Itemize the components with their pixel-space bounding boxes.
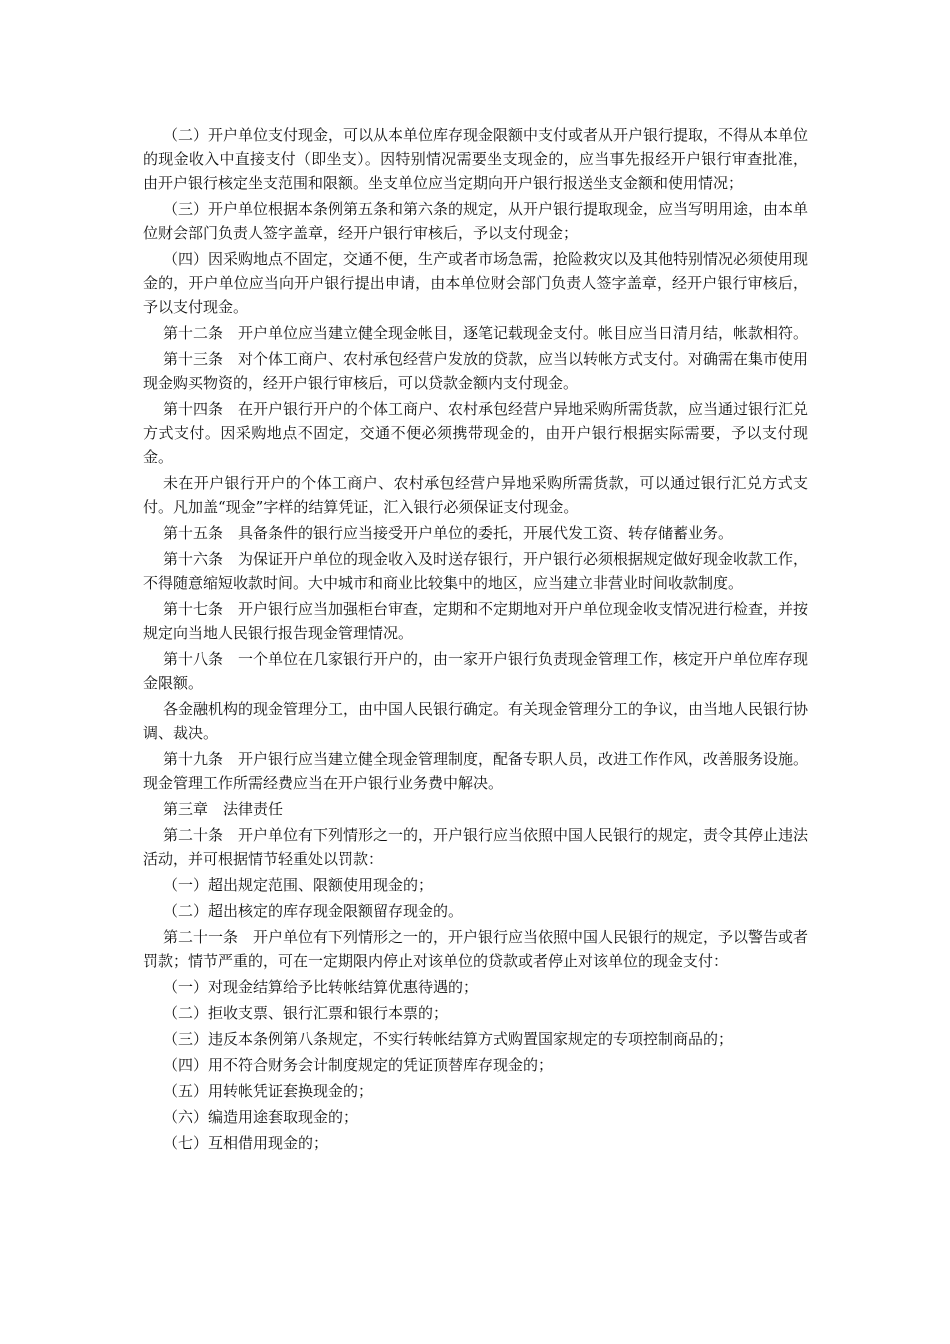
list-item: （六）编造用途套取现金的； bbox=[163, 1108, 359, 1126]
article-15: 第十五条 具备条件的银行应当接受开户单位的委托，开展代发工资、转存储蓄业务。 bbox=[163, 524, 734, 542]
article-16: 第十六条 为保证开户单位的现金收入及时送存银行，开户银行必须根据规定做好现金收款工作，不得随意缩短收款时间。大中城市和商业比较集中的地区，应当建立非营业时间收款制度。 bbox=[143, 550, 809, 592]
list-item: （三）违反本条例第八条规定，不实行转帐结算方式购置国家规定的专项控制商品的； bbox=[163, 1030, 734, 1048]
list-item: （五）用转帐凭证套换现金的； bbox=[163, 1082, 374, 1100]
article-13: 第十三条 对个体工商户、农村承包经营户发放的贷款，应当以转帐方式支付。对确需在集市使用现金购买物资的，经开户银行审核后，可以贷款金额内支付现金。 bbox=[143, 350, 809, 392]
article-14: 第十四条 在开户银行开户的个体工商户、农村承包经营户异地采购所需货款，应当通过银行汇兑方式支付。因采购地点不固定，交通不便必须携带现金的，由开户银行根据实际需要，予以支付现金。 bbox=[143, 400, 809, 466]
document-body bbox=[143, 123, 808, 1157]
article-21: 第二十一条 开户单位有下列情形之一的，开户银行应当依照中国人民银行的规定，予以警告或者罚款；情节严重的，可在一定期限内停止对该单位的贷款或者停止对该单位的现金支付： bbox=[143, 928, 809, 970]
paragraph: （三）开户单位根据本条例第五条和第六条的规定，从开户银行提取现金，应当写明用途，由本单位财会部门负责人签字盖章，经开户银行审核后，予以支付现金； bbox=[143, 200, 809, 242]
article-12: 第十二条 开户单位应当建立健全现金帐目，逐笔记载现金支付。帐目应当日清月结，帐款相符。 bbox=[163, 324, 809, 342]
article-18: 第十八条 一个单位在几家银行开户的，由一家开户银行负责现金管理工作，核定开户单位库存现金限额。 bbox=[143, 650, 809, 692]
article-19: 第十九条 开户银行应当建立健全现金管理制度，配备专职人员，改进工作作风，改善服务设施。现金管理工作所需经费应当在开户银行业务费中解决。 bbox=[143, 750, 809, 792]
list-item: （四）用不符合财务会计制度规定的凭证顶替库存现金的； bbox=[163, 1056, 554, 1074]
chapter-heading: 第三章 法律责任 bbox=[163, 800, 284, 818]
list-item: （一）对现金结算给予比转帐结算优惠待遇的； bbox=[163, 978, 479, 996]
article-20: 第二十条 开户单位有下列情形之一的，开户银行应当依照中国人民银行的规定，责令其停止违法活动，并可根据情节轻重处以罚款： bbox=[143, 826, 809, 868]
list-item: （二）超出核定的库存现金限额留存现金的。 bbox=[163, 902, 464, 920]
paragraph: 未在开户银行开户的个体工商户、农村承包经营户异地采购所需货款，可以通过银行汇兑方式支付。凡加盖“现金”字样的结算凭证，汇入银行必须保证支付现金。 bbox=[143, 474, 808, 516]
paragraph: （四）因采购地点不固定，交通不便，生产或者市场急需，抢险救灾以及其他特别情况必须使用现金的，开户单位应当向开户银行提出申请，由本单位财会部门负责人签字盖章，经开户银行审核后，予以支付现金。 bbox=[143, 250, 809, 316]
list-item: （七）互相借用现金的； bbox=[163, 1134, 329, 1152]
list-item: （一）超出规定范围、限额使用现金的； bbox=[163, 876, 434, 894]
list-item: （二）拒收支票、银行汇票和银行本票的； bbox=[163, 1004, 449, 1022]
article-17: 第十七条 开户银行应当加强柜台审查，定期和不定期地对开户单位现金收支情况进行检查，并按规定向当地人民银行报告现金管理情况。 bbox=[143, 600, 809, 642]
paragraph: （二）开户单位支付现金，可以从本单位库存现金限额中支付或者从开户银行提取，不得从本单位的现金收入中直接支付（即坐支）。因特别情况需要坐支现金的，应当事先报经开户银行审查批准，由开户银行核定坐支范围和限额。坐支单位应当定期向开户银行报送坐支金额和使用情况； bbox=[143, 126, 809, 192]
paragraph: 各金融机构的现金管理分工，由中国人民银行确定。有关现金管理分工的争议，由当地人民银行协调、裁决。 bbox=[143, 700, 809, 742]
